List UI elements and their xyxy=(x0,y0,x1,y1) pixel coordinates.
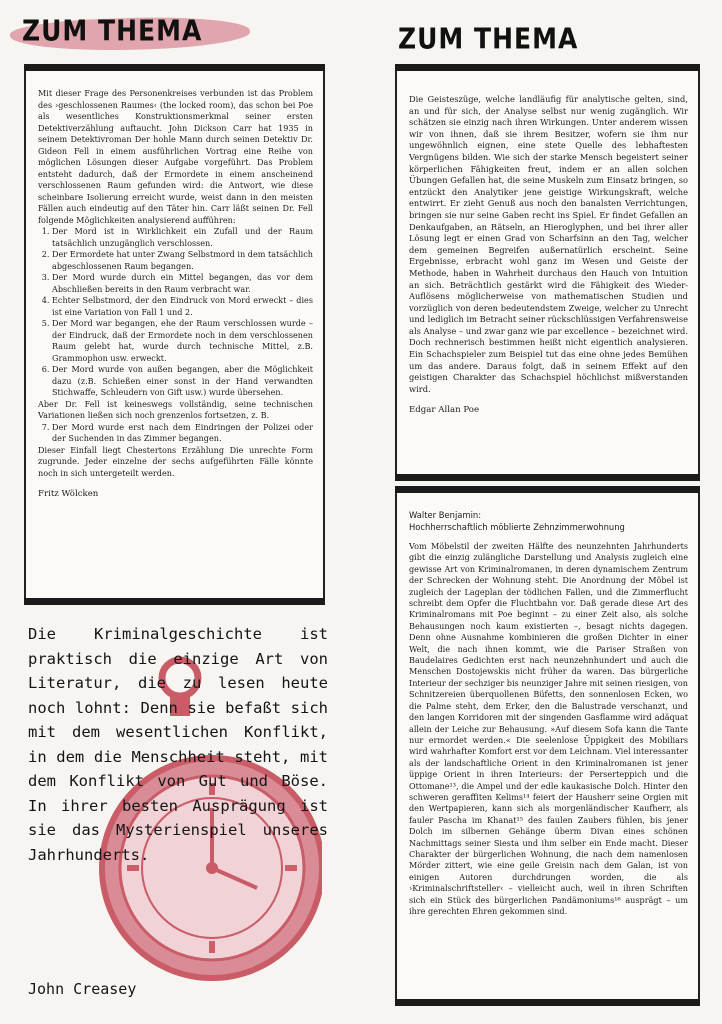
article-body xyxy=(38,88,313,501)
article-poe xyxy=(395,64,700,481)
heading-right: ZUM THEMA xyxy=(398,22,579,56)
list-item: 1. Der Mord ist in Wirklichkeit ein Zufall und der Raum tatsächlich unzugänglich verschlossen. xyxy=(52,226,313,249)
ending-paragraph: Dieser Einfall liegt Chestertons Erzählung Die unrechte Form zugrunde. Jeder einzelne der sechs aufgeführten Fälle könnte noch in sich untergeteilt werden. xyxy=(38,444,313,478)
list-item: 7. Der Mord wurde erst nach dem Eindringen der Polizei oder der Suchenden in das Zimmer begangen. xyxy=(52,422,313,445)
box-bottom-bar xyxy=(395,474,700,481)
benjamin-paragraph: Vom Möbelstil der zweiten Hälfte des neunzehnten Jahrhunderts gibt die einzig zulängliche Darstellung und Analysis zugleich eine gewisse Art von Kriminalromanen, in deren dynamischem Zentrum der Schrecken der Wohnung steht. Die Anordnung der Möbel ist zugleich der Lageplan der tödlichen Fallen, und die Zimmerflucht schreibt dem Opfer die Fluchtbahn vor. Daß gerade diese Art des Kriminalromans mit Poe beginnt – zu einer Zeit also, als solche Behausungen noch kaum existierten –, besagt nichts dagegen. Denn ohne Ausnahme kombinieren die großen Dichter in einer Welt, die nach ihnen kommt, wie die Pariser Straßen von Baudelaires Gedichten erst nach neunzehnhundert und auch die Menschen Dostojewskis nicht früher da waren. Das bürgerliche Interieur der sechziger bis neunziger Jahre mit seinen riesigen, von Schnitzereien überquollenen Büfetts, den sonnenlosen Ecken, wo die Palme steht, dem Erker, den die Balustrade verschanzt, und den langen Korridoren mit der singenden Gasflamme wird adäquat allein der Leiche zur Behausung. »Auf diesem Sofa kann die Tante nur ermordet werden.« Die seelenlose Üppigkeit des Mobiliars wird wahrhafter Komfort erst vor dem Leichnam. Viel interessanter als der landschaftliche Orient in den Kriminalromanen ist jener üppige Orient in ihren Interieurs: der Perserteppich und die Ottomane¹³, die Ampel und der edle kaukasische Dolch. Hinter den schweren geraffiten Kelims¹⁴ feiert der Hausherr seine Orgien mit den Wertpapieren, kann sich als morgenländischer Kaufherr, als fauler Pascha im Khanat¹⁵ des faulen Zaubers fühlen, bis jener Dolch im silbernen Gehänge überm Divan eines schönen Nachmittags seiner Siesta und ihm selber ein Ende macht. Dieser Charakter der bürgerlichen Wohnung, die nach dem namenlosen Mörder zittert, wie eine geile Greisin nach dem Galan, ist von einigen Autoren durchdrungen worden, die als ›Kriminalschriftsteller‹ – vielleicht auch, weil in ihren Schriften sich ein Stück des bürgerlichen Pandämoniums¹⁶ ausprägt – um ihre gerechten Ehren gekommen sind. xyxy=(409,541,688,916)
article-locked-room xyxy=(24,64,325,605)
list-item: 3. Der Mord wurde durch ein Mittel begangen, das vor dem Abschließen bereits in den Raum verbracht war. xyxy=(52,272,313,295)
poe-paragraph: Die Geisteszüge, welche landläufig für analytische gelten, sind, an und für sich, der Analyse selbst nur wenig zugänglich. Wir schätzen sie einzig nach ihren Wirkungen. Unter anderem wissen wir von ihnen, daß sie ihrem Besitzer, wofern sie ihm nur ungewöhnlich eignen, eine stete Quelle des lebhaftesten Vergnügens bilden. Wie sich der starke Mensch begeistert seiner körperlichen Fähigkeiten freut, indem er an allen solchen Übungen Gefallen hat, die seine Muskeln zum Einsatz bringen, so entzückt den Analytiker jene geistige Wirkungskraft, welche entwirrt. Er zieht Genuß aus noch den banalsten Verrichtungen, bringen sie nur seine Gaben recht ins Spiel. Er findet Gefallen an Denkaufgaben, an Rätseln, an Hieroglyphen, und bei ihrer aller Lösung legt er einen Grad von Scharfsinn an den Tag, welcher dem gemeinen Begreifen außernatürlich erscheint. Seine Ergebnisse, erbracht wohl ganz im Wesen und Geiste der Methode, haben in Wahrheit durchaus den Hauch von Intuition an sich. Beträchtlich gestärkt wird die Fähigkeit des Wieder-Auflösens möglicherweise von mathematischen Studien und vorzüglich von deren bedeutendstem Zweige, welcher zu Unrecht und lediglich im Betracht seiner rückschlüssigen Verfahrensweise als Analyse – und zwar ganz wie par excellence – bezeichnet wird. Doch rechnerisch bestimmen heißt nicht eigentlich analysieren. Ein Schachspieler zum Beispiel tut das eine ohne jedes Bemühen um das andere. Daraus folgt, daß in seinem Effekt auf den geistigen Charakter das Schachspiel höchlichst mißverstanden wird. xyxy=(409,94,688,394)
list-item: 5. Der Mord war begangen, ehe der Raum verschlossen wurde – der Eindruck, daß der Ermordete noch in dem verschlossenen Raum gelebt hat, wurde durch technische Mittel, z.B. Grammophon usw. erweckt. xyxy=(52,318,313,364)
box-bottom-bar xyxy=(24,598,325,605)
author-signature: Fritz Wölcken xyxy=(38,489,99,499)
box-top-bar xyxy=(24,64,325,71)
list-item: 4. Echter Selbstmord, der den Eindruck von Mord erweckt – dies ist eine Variation von Fall 1 und 2. xyxy=(52,295,313,318)
article-author: Walter Benjamin: xyxy=(409,510,482,520)
article-benjamin xyxy=(395,486,700,1006)
box-bottom-bar xyxy=(395,999,700,1006)
heading-left: ZUM THEMA xyxy=(22,14,203,48)
box-top-bar xyxy=(395,486,700,493)
extra-list xyxy=(38,422,313,445)
article-title: Hochherrschaftlich möblierte Zehnzimmerwohnung xyxy=(409,521,625,532)
author-signature: Edgar Allan Poe xyxy=(409,405,480,416)
article-body xyxy=(409,510,688,917)
quote-section xyxy=(22,618,334,1013)
intro-paragraph: Mit dieser Frage des Personenkreises verbunden ist das Problem des ›geschlossenen Raumes‹ (the locked room), das schon bei Poe als wesentliches Konstruktionsmerkmal seiner ersten Detektiverzählung auftaucht. John Dickson Carr hat 1935 in seinem Detektivroman Der hohle Mann durch seinen Detektiv Dr. Gideon Fell in einem ausführlichen Vortrag eine Reihe von möglichen Lösungen dieser Aufgabe vorgeführt. Das Problem entsteht dadurch, daß der Ermordete in einem anscheinend verschlossenen Raum gefunden wird: die Antwort, wie diese scheinbare Isolierung erreicht wurde, weist dann in den meisten Fällen auch eindeutig auf den Täter hin. Carr läßt seinen Dr. Fell folgende Möglichkeiten analysierend aufführen: xyxy=(38,88,313,225)
list-item: 2. Der Ermordete hat unter Zwang Selbstmord in dem tatsächlich abgeschlossenen Raum begangen. xyxy=(52,249,313,272)
quote-text: Die Kriminalgeschichte ist praktisch die einzige Art von Literatur, die zu lesen heute noch lohnt: Denn sie befaßt sich mit dem wesentlichen Konflikt, in dem die Menschheit steht, mit dem Konflikt von Gut und Böse. In ihrer besten Ausprägung ist sie das Mysterienspiel unseres Jahrhunderts. xyxy=(28,625,328,864)
article-body xyxy=(409,94,688,417)
possibility-list xyxy=(38,226,313,399)
quote-author: John Creasey xyxy=(28,980,137,998)
box-top-bar xyxy=(395,64,700,71)
article-title-block xyxy=(409,510,688,533)
middle-paragraph: Aber Dr. Fell ist keineswegs vollständig, seine technischen Variationen ließen sich noch grenzenlos fortsetzen, z. B. xyxy=(38,398,313,420)
list-item: 6. Der Mord wurde von außen begangen, aber die Möglichkeit dazu (z.B. Schießen einer sonst in der Hand verwandten Stichwaffe, Schleudern von Gift usw.) wurde übersehen. xyxy=(52,364,313,399)
